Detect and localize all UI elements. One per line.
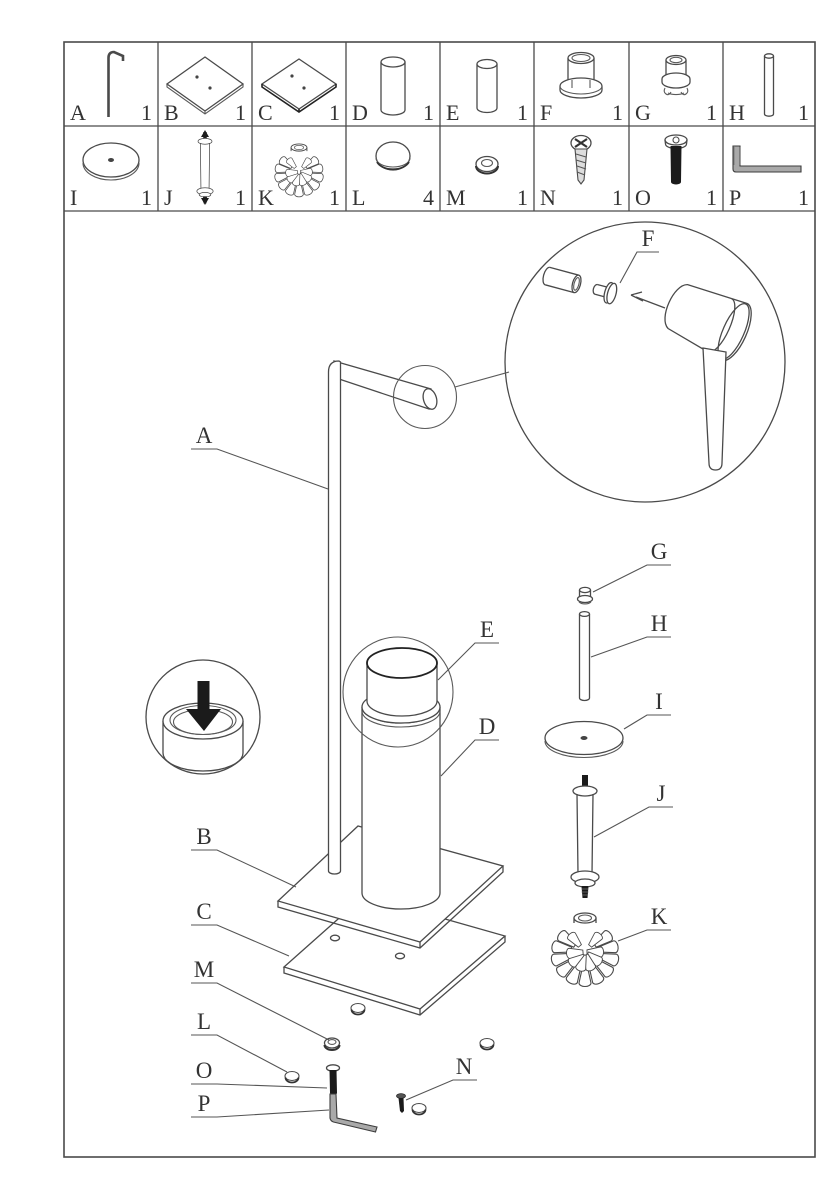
label-c: C (196, 899, 212, 924)
part-letter-o: O (635, 185, 651, 210)
label-e: E (479, 617, 495, 642)
tube-d-part (362, 691, 440, 909)
label-n: N (455, 1054, 473, 1079)
part-letter-g: G (635, 100, 651, 125)
part-letter-e: E (446, 100, 460, 125)
rod-h-part (580, 612, 590, 701)
part-letter-h: H (729, 100, 745, 125)
label-b: B (196, 824, 212, 849)
part-qty-n: 1 (612, 185, 623, 210)
label-d: D (478, 714, 496, 739)
large-tube-icon (381, 57, 405, 115)
label-f: F (641, 226, 655, 251)
part-letter-j: J (164, 185, 173, 210)
part-qty-e: 1 (517, 100, 528, 125)
dome-cap-l-part (351, 1004, 365, 1015)
part-qty-j: 1 (235, 185, 246, 210)
part-qty-c: 1 (329, 100, 340, 125)
label-h: H (650, 611, 668, 636)
label-k: K (650, 904, 668, 929)
label-o: O (195, 1058, 213, 1083)
plug-g-part (578, 587, 593, 604)
part-qty-a: 1 (141, 100, 152, 125)
label-l: L (196, 1009, 212, 1034)
dome-cap-icon (376, 142, 410, 170)
part-letter-k: K (258, 185, 274, 210)
cylinder-e-part (367, 648, 437, 716)
part-qty-d: 1 (423, 100, 434, 125)
part-letter-f: F (540, 100, 553, 125)
part-letter-l: L (352, 185, 366, 210)
label-m: M (193, 957, 215, 982)
part-letter-b: B (164, 100, 179, 125)
part-letter-p: P (729, 185, 742, 210)
part-qty-f: 1 (612, 100, 623, 125)
small-cylinder-icon (477, 60, 497, 113)
label-j: J (656, 781, 666, 806)
thin-rod-icon (765, 54, 774, 116)
part-letter-c: C (258, 100, 273, 125)
part-qty-l: 4 (423, 185, 434, 210)
washer-m-part (325, 1038, 340, 1050)
part-qty-o: 1 (706, 185, 717, 210)
part-qty-m: 1 (517, 185, 528, 210)
part-qty-k: 1 (329, 185, 340, 210)
label-a: A (195, 423, 213, 448)
dome-cap-l-part (412, 1104, 426, 1115)
part-qty-p: 1 (798, 185, 809, 210)
part-letter-m: M (446, 185, 466, 210)
label-i: I (655, 689, 663, 714)
part-qty-g: 1 (706, 100, 717, 125)
washer-icon (476, 157, 498, 174)
part-qty-i: 1 (141, 185, 152, 210)
label-p: P (197, 1091, 211, 1116)
dome-cap-l-part (480, 1039, 494, 1050)
part-letter-i: I (70, 185, 78, 210)
part-letter-a: A (70, 100, 86, 125)
part-letter-d: D (352, 100, 368, 125)
part-qty-b: 1 (235, 100, 246, 125)
part-qty-h: 1 (798, 100, 809, 125)
part-letter-n: N (540, 185, 556, 210)
dome-cap-l-part (285, 1072, 299, 1083)
label-g: G (650, 539, 668, 564)
